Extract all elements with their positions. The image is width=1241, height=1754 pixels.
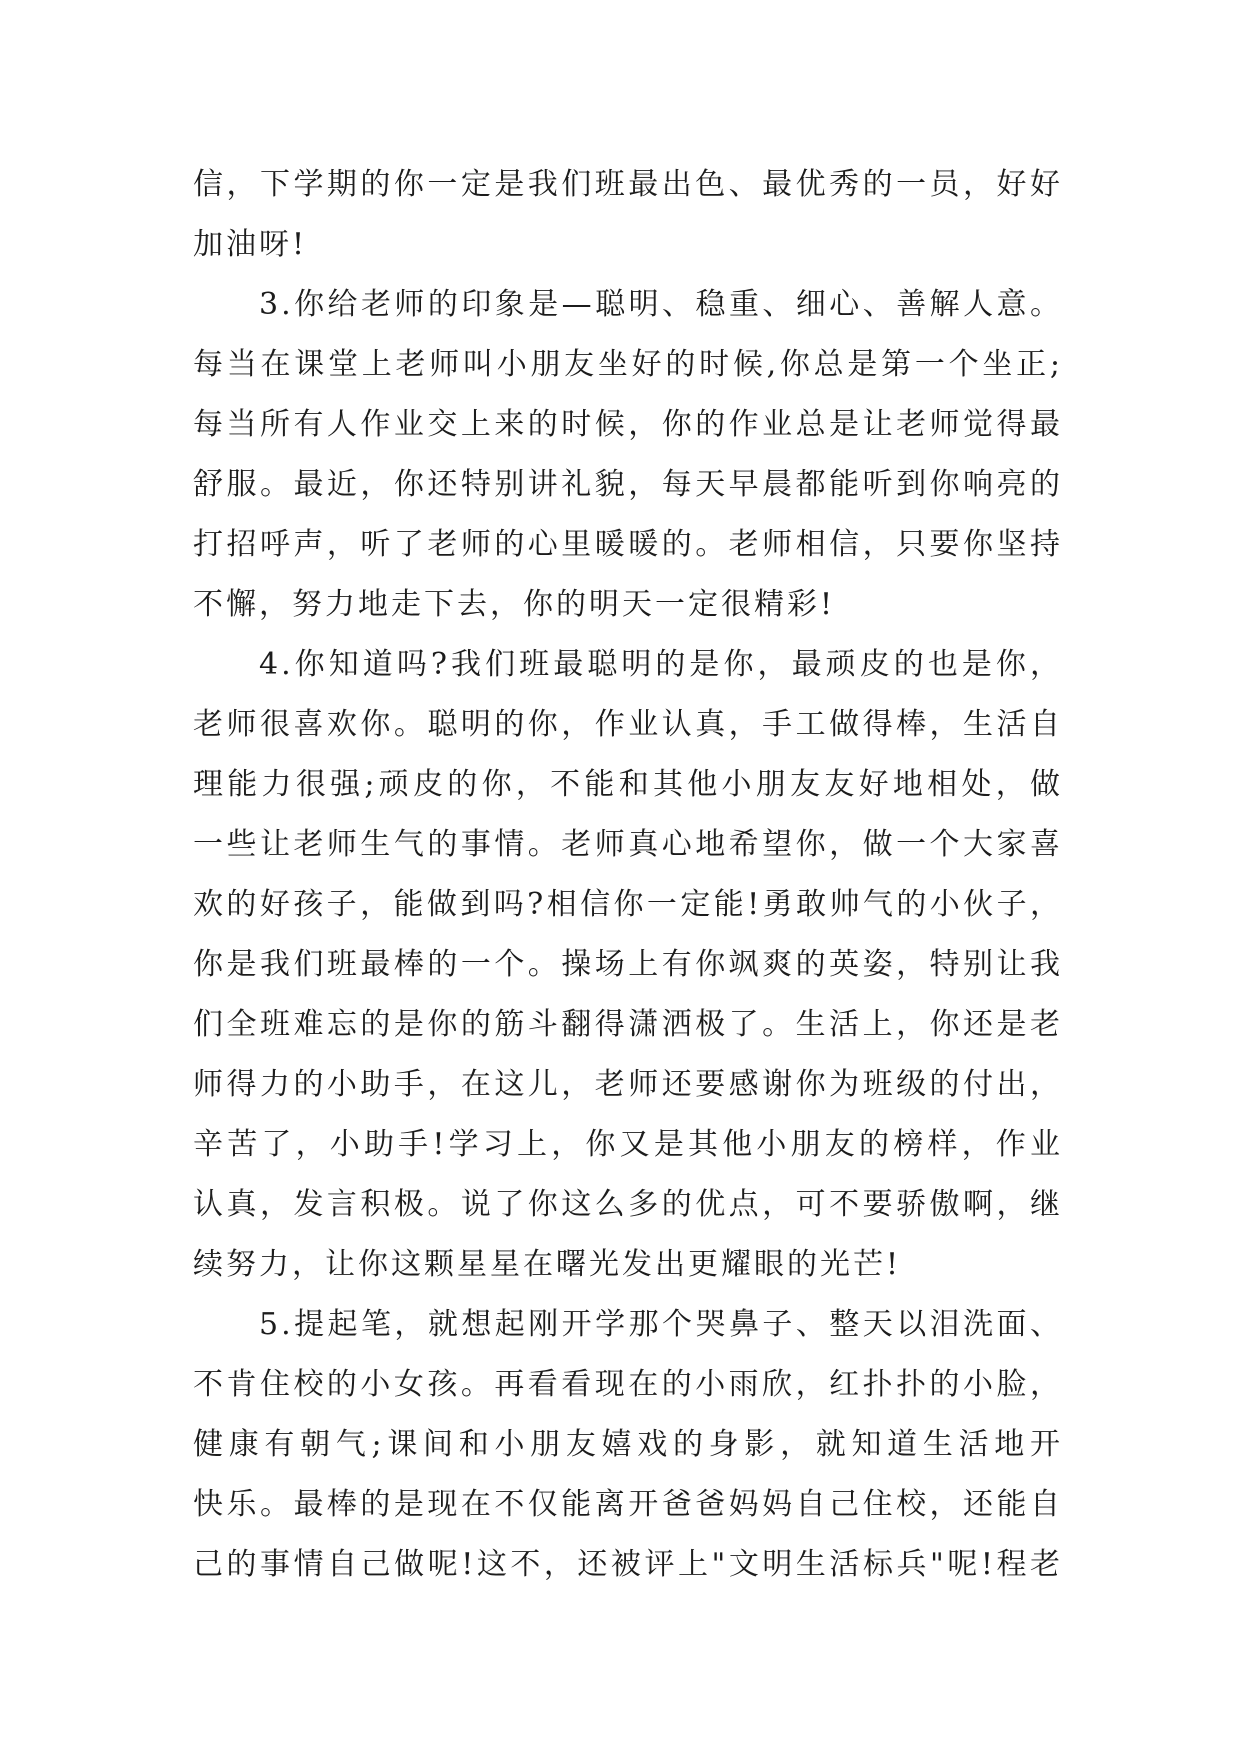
text-line: 打招呼声，听了老师的心里暖暖的。老师相信，只要你坚持 bbox=[193, 527, 1063, 562]
text-line: 3.你给老师的印象是—聪明、稳重、细心、善解人意。 bbox=[259, 287, 1063, 322]
paragraph-item-5 bbox=[193, 1295, 1241, 1595]
text-line: 老师很喜欢你。聪明的你，作业认真，手工做得棒，生活自 bbox=[193, 707, 1063, 742]
text-line: 每当在课堂上老师叫小朋友坐好的时候,你总是第一个坐正; bbox=[193, 347, 1063, 382]
text-line: 欢的好孩子，能做到吗?相信你一定能!勇敢帅气的小伙子， bbox=[193, 887, 1063, 922]
text-line: 们全班难忘的是你的筋斗翻得潇洒极了。生活上，你还是老 bbox=[193, 1007, 1063, 1042]
text-line: 一些让老师生气的事情。老师真心地希望你，做一个大家喜 bbox=[193, 827, 1063, 862]
text-line: 健康有朝气;课间和小朋友嬉戏的身影，就知道生活地开 bbox=[193, 1427, 1063, 1462]
paragraph-item-3 bbox=[193, 275, 1241, 635]
paragraph-continued bbox=[193, 155, 1241, 275]
text-line: 4.你知道吗?我们班最聪明的是你，最顽皮的也是你， bbox=[259, 647, 1063, 682]
text-line: 5.提起笔，就想起刚开学那个哭鼻子、整天以泪洗面、 bbox=[259, 1307, 1063, 1342]
text-line: 师得力的小助手，在这儿，老师还要感谢你为班级的付出， bbox=[193, 1067, 1063, 1102]
paragraph-item-4 bbox=[193, 635, 1241, 1295]
text-line: 理能力很强;顽皮的你，不能和其他小朋友友好地相处，做 bbox=[193, 767, 1063, 802]
text-line: 加油呀! bbox=[193, 227, 308, 262]
text-line: 不懈，努力地走下去，你的明天一定很精彩! bbox=[193, 587, 836, 622]
text-line: 信，下学期的你一定是我们班最出色、最优秀的一员，好好 bbox=[193, 167, 1063, 202]
text-line: 你是我们班最棒的一个。操场上有你飒爽的英姿，特别让我 bbox=[193, 947, 1063, 982]
text-line: 每当所有人作业交上来的时候，你的作业总是让老师觉得最 bbox=[193, 407, 1063, 442]
text-line: 不肯住校的小女孩。再看看现在的小雨欣，红扑扑的小脸， bbox=[193, 1367, 1063, 1402]
text-line: 辛苦了，小助手!学习上，你又是其他小朋友的榜样，作业 bbox=[193, 1127, 1063, 1162]
text-line: 舒服。最近，你还特别讲礼貌，每天早晨都能听到你响亮的 bbox=[193, 467, 1063, 502]
text-line: 己的事情自己做呢!这不，还被评上"文明生活标兵"呢!程老 bbox=[193, 1547, 1063, 1582]
text-line: 快乐。最棒的是现在不仅能离开爸爸妈妈自己住校，还能自 bbox=[193, 1487, 1063, 1522]
text-line: 认真，发言积极。说了你这么多的优点，可不要骄傲啊，继 bbox=[193, 1187, 1063, 1222]
text-line: 续努力，让你这颗星星在曙光发出更耀眼的光芒! bbox=[193, 1247, 902, 1282]
